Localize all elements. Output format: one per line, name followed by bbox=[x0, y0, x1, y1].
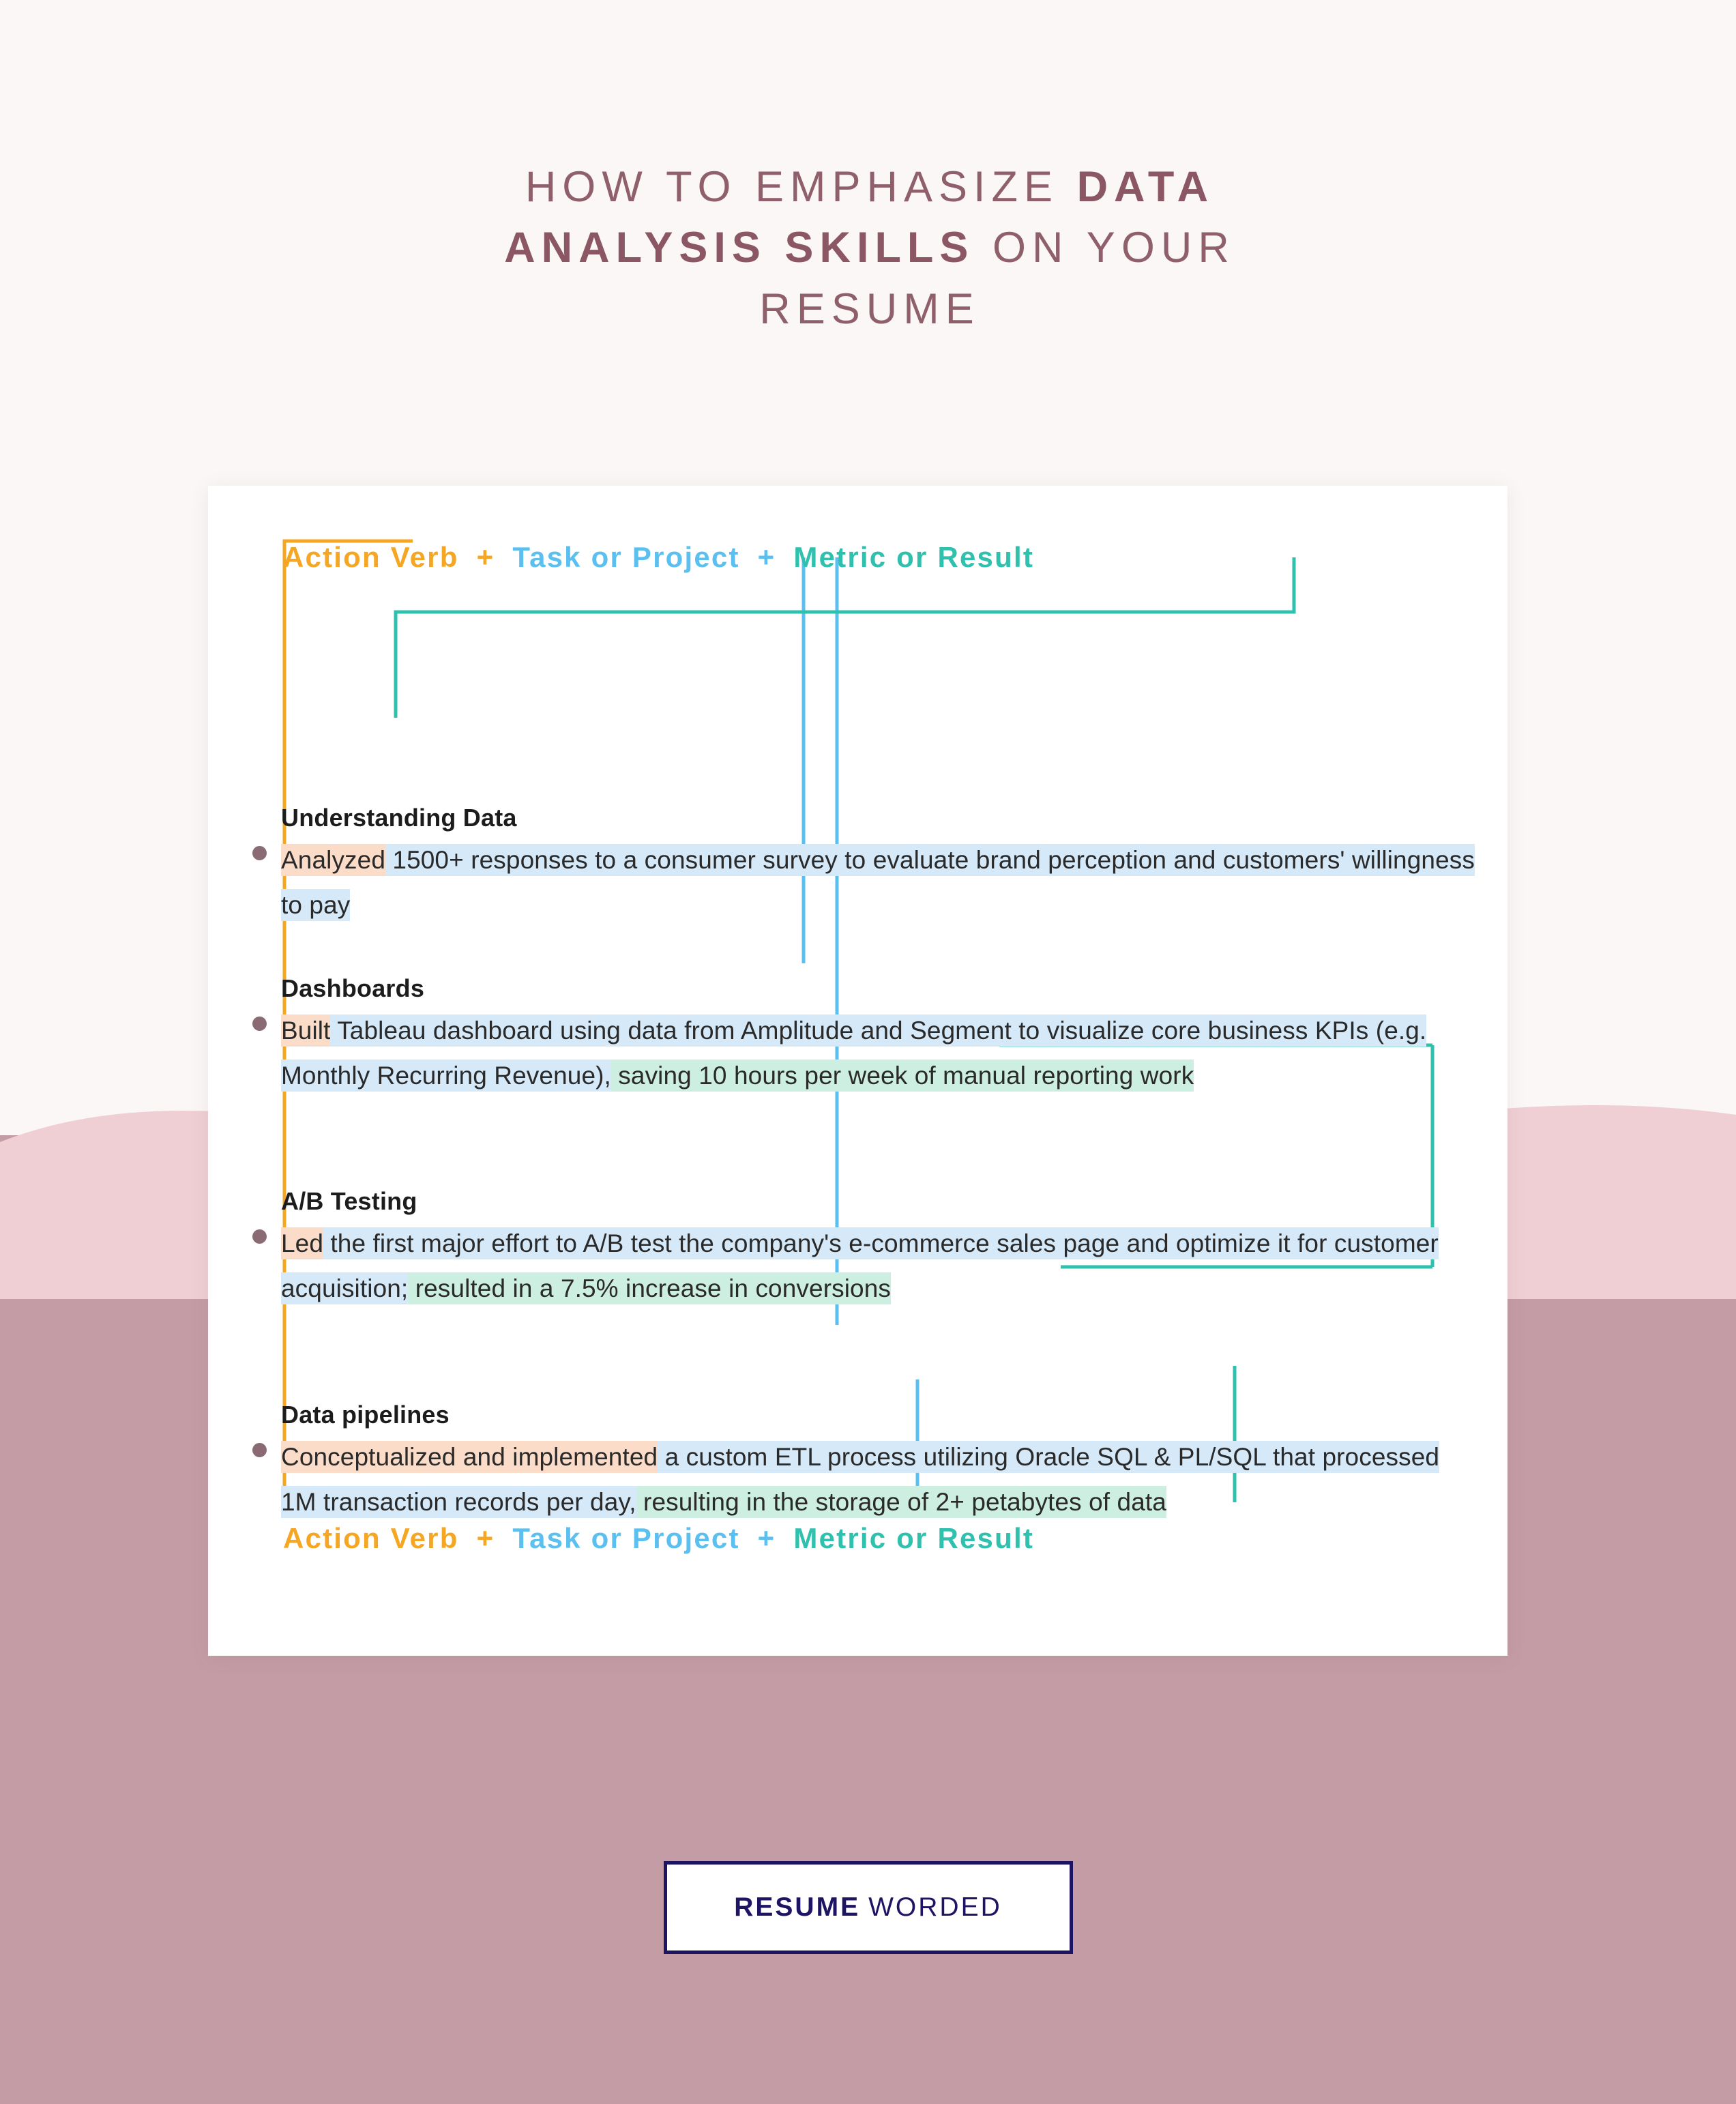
bullet-task: 1500+ responses to a consumer survey to evaluate brand perception and customers' willingness to pay bbox=[281, 844, 1475, 921]
bullet-heading: Understanding Data bbox=[281, 804, 517, 832]
brand-name-light: WORDED bbox=[868, 1893, 1002, 1922]
legend-top bbox=[283, 541, 1034, 574]
legend-action-verb: Action Verb bbox=[283, 1522, 459, 1554]
legend-plus-1: + bbox=[476, 1522, 495, 1554]
title-line-1-bold: DATA bbox=[1076, 163, 1215, 211]
bullet-verb: Built bbox=[281, 1014, 330, 1047]
bullet-verb: Led bbox=[281, 1227, 323, 1259]
legend-metric-or-result: Metric or Result bbox=[793, 541, 1035, 573]
bullet-verb: Analyzed bbox=[281, 844, 385, 876]
bullet-dot bbox=[252, 1017, 267, 1031]
brand-logo bbox=[664, 1861, 1073, 1954]
brand-name-bold: RESUME bbox=[734, 1893, 861, 1922]
legend-task-or-project: Task or Project bbox=[512, 1522, 740, 1554]
title-line-2-bold: ANALYSIS SKILLS bbox=[504, 224, 975, 272]
bullet-metric: saving 10 hours per week of manual reporting work bbox=[611, 1060, 1194, 1092]
legend-plus-2: + bbox=[757, 1522, 776, 1554]
bullet-body bbox=[281, 1008, 1482, 1098]
title-line-3: RESUME bbox=[759, 284, 980, 333]
bullet-block-dashboards bbox=[281, 974, 1482, 1098]
bullet-dot bbox=[252, 1443, 267, 1457]
legend-plus-2: + bbox=[757, 541, 776, 573]
bullet-body bbox=[281, 1221, 1482, 1311]
bullet-heading: Dashboards bbox=[281, 974, 425, 1002]
bullet-metric: resulted in a 7.5% increase in conversions bbox=[408, 1272, 891, 1304]
bullet-task: the first major effort to A/B test the company's e-commerce sales page and optimize it for customer acquisition; bbox=[281, 1227, 1439, 1304]
legend-plus-1: + bbox=[476, 541, 495, 573]
bullet-body bbox=[281, 1435, 1482, 1525]
bullet-task: Tableau dashboard using data from Amplitude and Segment to visualize core business KPIs (e.g. Monthly Recurring Revenue), bbox=[281, 1014, 1426, 1092]
page-title bbox=[225, 157, 1514, 340]
bullet-block-data-pipelines bbox=[281, 1401, 1482, 1525]
legend-bottom bbox=[283, 1522, 1034, 1555]
bullet-verb: Conceptualized and implemented bbox=[281, 1441, 658, 1473]
bullet-block-understanding-data bbox=[281, 804, 1482, 928]
legend-task-or-project: Task or Project bbox=[512, 541, 740, 573]
legend-action-verb: Action Verb bbox=[283, 541, 459, 573]
title-line-2-post: ON YOUR bbox=[974, 224, 1235, 272]
bullet-metric: resulting in the storage of 2+ petabytes of data bbox=[636, 1486, 1166, 1518]
bullet-dot bbox=[252, 846, 267, 860]
bullet-block-ab-testing bbox=[281, 1187, 1482, 1311]
bullet-body bbox=[281, 838, 1482, 928]
bullet-task: a custom ETL process utilizing Oracle SQL & PL/SQL that processed 1M transaction records per day, bbox=[281, 1441, 1439, 1518]
title-line-1-pre: HOW TO EMPHASIZE bbox=[525, 163, 1077, 211]
bullet-dot bbox=[252, 1229, 267, 1244]
bullet-heading: A/B Testing bbox=[281, 1187, 417, 1215]
bullet-heading: Data pipelines bbox=[281, 1401, 450, 1429]
legend-metric-or-result: Metric or Result bbox=[793, 1522, 1035, 1554]
